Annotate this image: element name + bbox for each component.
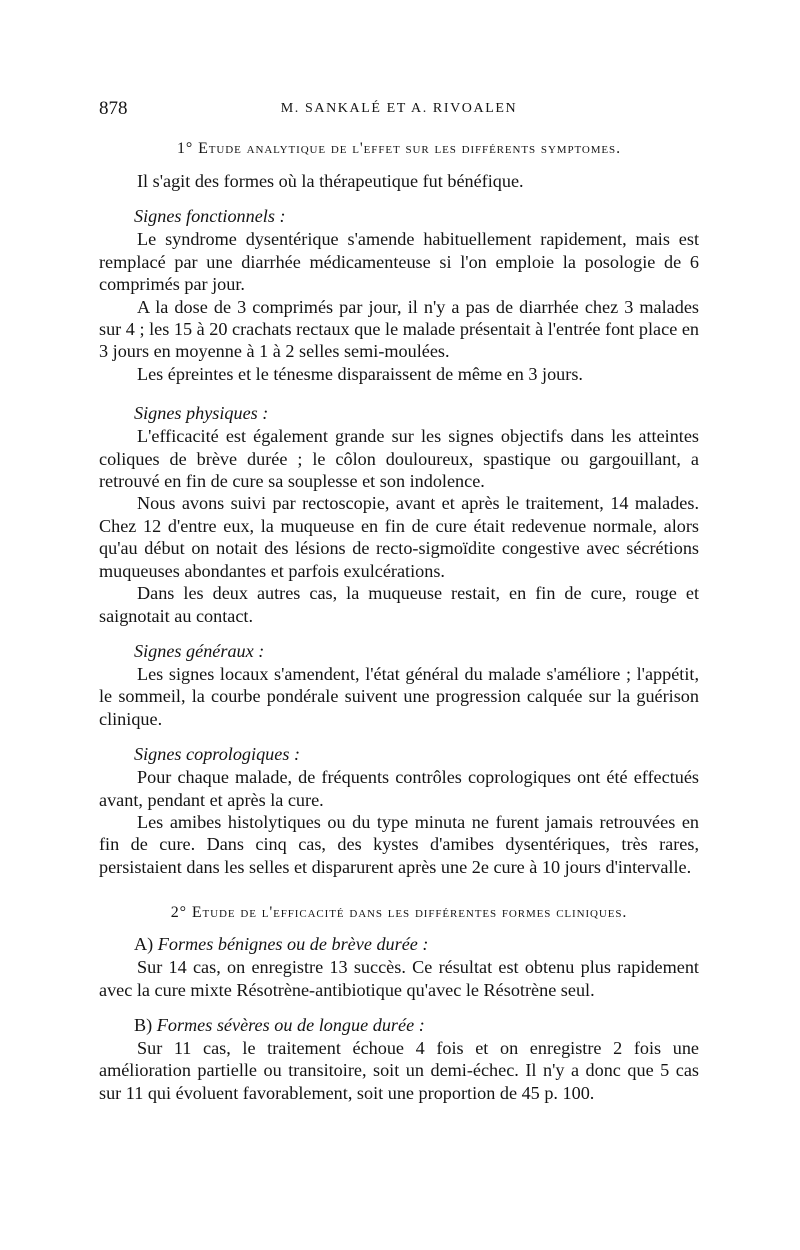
subheading-signes-fonctionnels: Signes fonctionnels : [134, 206, 286, 227]
running-header [99, 98, 699, 122]
paragraph: Sur 11 cas, le traitement échoue 4 fois et on enregistre 2 fois une amélioration partielle ou transitoire, soit un demi-échec. Il n'y a donc que 5 cas sur 11 qui évoluent favorablement, soit une proportion de 45 p. 100. [99, 1037, 699, 1103]
subheading-formes-severes [134, 1015, 699, 1036]
subheading-formes-benignes [134, 934, 699, 955]
section-title-symptoms: 1° Etude analytique de l'effet sur les différents symptomes. [177, 140, 621, 157]
paragraph: Pour chaque malade, de fréquents contrôles coprologiques ont été effectués avant, pendant et après la cure. [99, 767, 699, 810]
subheading-label: B) [134, 1014, 153, 1035]
section-intro: Il s'agit des formes où la thérapeutique fut bénéfique. [137, 171, 524, 191]
subheading-signes-physiques: Signes physiques : [134, 403, 269, 424]
paragraph: L'efficacité est également grande sur les signes objectifs dans les atteintes coliques de brève durée ; le côlon douloureux, spastique ou gargouillant, a retrouvé en fin de cure sa souplesse et son indolence. [99, 426, 699, 492]
paragraph: Les amibes histolytiques ou du type minuta ne furent jamais retrouvées en fin de cure. Dans cinq cas, des kystes d'amibes dysentériques, très rares, persistaient dans les selles et disparurent après une 2e cure à 10 jours d'intervalle. [99, 811, 699, 877]
page-number: 878 [99, 98, 128, 119]
paragraph: Dans les deux autres cas, la muqueuse restait, en fin de cure, rouge et saignotait au contact. [99, 583, 699, 626]
subheading-text: Formes bénignes ou de brève durée : [157, 934, 429, 955]
subheading-signes-coprologiques: Signes coprologiques : [134, 744, 301, 765]
paragraph: Les signes locaux s'amendent, l'état général du malade s'améliore ; l'appétit, le sommeil, la courbe pondérale suivent une progression calquée sur la guérison clinique. [99, 663, 699, 729]
paragraph: A la dose de 3 comprimés par jour, il n'y a pas de diarrhée chez 3 malades sur 4 ; les 15 à 20 crachats rectaux que le malade présentait à l'entrée font place en 3 jours en moyenne à 1 à 2 selles semi-moulées. [99, 296, 699, 362]
section-title-clinical-forms: 2° Etude de l'efficacité dans les différentes formes cliniques. [170, 904, 628, 922]
subheading-signes-generaux: Signes généraux : [134, 640, 265, 661]
article-body [99, 140, 699, 1104]
paragraph: Le syndrome dysentérique s'amende habituellement rapidement, mais est remplacé par une diarrhée médicamenteuse si l'on emploie la posologie de 6 comprimés par jour. [99, 229, 699, 295]
subheading-label: A) [134, 934, 154, 955]
paragraph: Les épreintes et le ténesme disparaissent de même en 3 jours. [137, 363, 583, 384]
subheading-text: Formes sévères ou de longue durée : [156, 1014, 425, 1035]
paragraph: Nous avons suivi par rectoscopie, avant et après le traitement, 14 malades. Chez 12 d'entre eux, la muqueuse en fin de cure était redevenue normale, alors qu'au début on notait des lésions de recto-sigmoïdite congestive avec sécrétions muqueuses abondantes et parfois exulcérations. [99, 493, 699, 581]
paragraph: Sur 14 cas, on enregistre 13 succès. Ce résultat est obtenu plus rapidement avec la cure mixte Résotrène-antibiotique qu'avec le Résotrène seul. [99, 957, 699, 1000]
running-title: M. SANKALÉ ET A. RIVOALEN [280, 101, 518, 116]
